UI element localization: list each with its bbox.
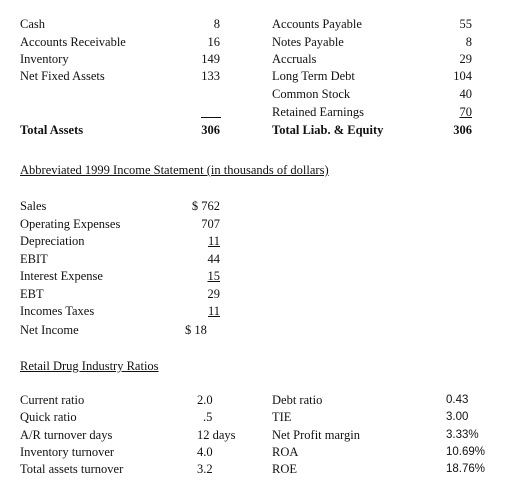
ratio-value-quick-ratio: .5 <box>203 410 213 424</box>
ratio-label-roe: ROE <box>272 462 297 476</box>
asset-value-inventory: 149 <box>201 52 220 66</box>
ratio-value-current-ratio: 2.0 <box>197 393 213 407</box>
liability-label-accruals: Accruals <box>272 52 317 66</box>
income-value-income-taxes: 11 <box>207 304 220 318</box>
ratio-label-total-assets-turnover: Total assets turnover <box>20 462 124 476</box>
total-liabilities-value: 306 <box>453 123 472 137</box>
asset-value-accounts-receivable: 16 <box>207 35 220 49</box>
ratio-label-ar-turnover-days: A/R turnover days <box>20 428 113 442</box>
ratio-label-current-ratio: Current ratio <box>20 393 85 407</box>
asset-value-cash: 8 <box>213 17 220 31</box>
income-value-ebit: 44 <box>207 252 220 266</box>
liability-label-long-term-debt: Long Term Debt <box>272 69 355 83</box>
ratio-value-debt-ratio: 0.43 <box>446 394 469 406</box>
liability-value-accruals: 29 <box>459 52 472 66</box>
ratio-value-tie: 3.00 <box>446 411 469 423</box>
ratio-label-inventory-turnover: Inventory turnover <box>20 445 115 459</box>
income-label-interest-expense: Interest Expense <box>20 269 103 283</box>
ratio-value-ar-turnover-days: 12 days <box>197 428 236 442</box>
ratio-label-roa: ROA <box>272 445 299 459</box>
liability-label-accounts-payable: Accounts Payable <box>272 17 362 31</box>
income-label-net-income: Net Income <box>20 323 79 337</box>
ratio-label-net-profit-margin: Net Profit margin <box>272 428 360 442</box>
income-label-operating-expenses: Operating Expenses <box>20 217 121 231</box>
income-label-ebt: EBT <box>20 287 44 301</box>
asset-label-accounts-receivable: Accounts Receivable <box>20 35 126 49</box>
ratio-label-tie: TIE <box>272 410 292 424</box>
income-value-interest-expense: 15 <box>207 269 220 283</box>
liability-label-common-stock: Common Stock <box>272 87 351 101</box>
ratio-value-roe: 18.76% <box>446 463 486 475</box>
income-value-depreciation: 11 <box>207 234 220 248</box>
liability-value-long-term-debt: 104 <box>453 69 472 83</box>
income-label-sales: Sales <box>20 199 47 213</box>
income-value-net-income: $ 18 <box>185 323 207 337</box>
industry-ratios-title: Retail Drug Industry Ratios <box>20 359 159 373</box>
liability-value-retained-earnings: 70 <box>459 105 472 119</box>
liability-label-notes-payable: Notes Payable <box>272 35 344 49</box>
total-assets-value: 306 <box>201 123 220 137</box>
income-value-operating-expenses: 707 <box>201 217 220 231</box>
income-value-sales: $ 762 <box>191 199 220 213</box>
total-liabilities-label: Total Liab. & Equity <box>272 123 384 137</box>
ratio-label-quick-ratio: Quick ratio <box>20 410 77 424</box>
ratio-value-net-profit-margin: 3.33% <box>446 429 479 441</box>
asset-label-net-fixed-assets: Net Fixed Assets <box>20 69 105 83</box>
total-assets-label: Total Assets <box>20 123 84 137</box>
liability-value-common-stock: 40 <box>459 87 472 101</box>
total-assets-rule <box>201 117 221 118</box>
ratio-label-debt-ratio: Debt ratio <box>272 393 323 407</box>
income-value-ebt: 29 <box>207 287 220 301</box>
liability-label-retained-earnings: Retained Earnings <box>272 105 364 119</box>
asset-label-cash: Cash <box>20 17 45 31</box>
income-label-ebit: EBIT <box>20 252 48 266</box>
income-statement-title: Abbreviated 1999 Income Statement (in thousands of dollars) <box>20 163 329 177</box>
ratio-value-total-assets-turnover: 3.2 <box>197 462 213 476</box>
liability-value-accounts-payable: 55 <box>459 17 472 31</box>
ratio-value-roa: 10.69% <box>446 446 486 458</box>
income-label-depreciation: Depreciation <box>20 234 85 248</box>
asset-label-inventory: Inventory <box>20 52 69 66</box>
asset-value-net-fixed-assets: 133 <box>201 69 220 83</box>
liability-value-notes-payable: 8 <box>465 35 472 49</box>
ratio-value-inventory-turnover: 4.0 <box>197 445 213 459</box>
income-label-income-taxes: Incomes Taxes <box>20 304 95 318</box>
